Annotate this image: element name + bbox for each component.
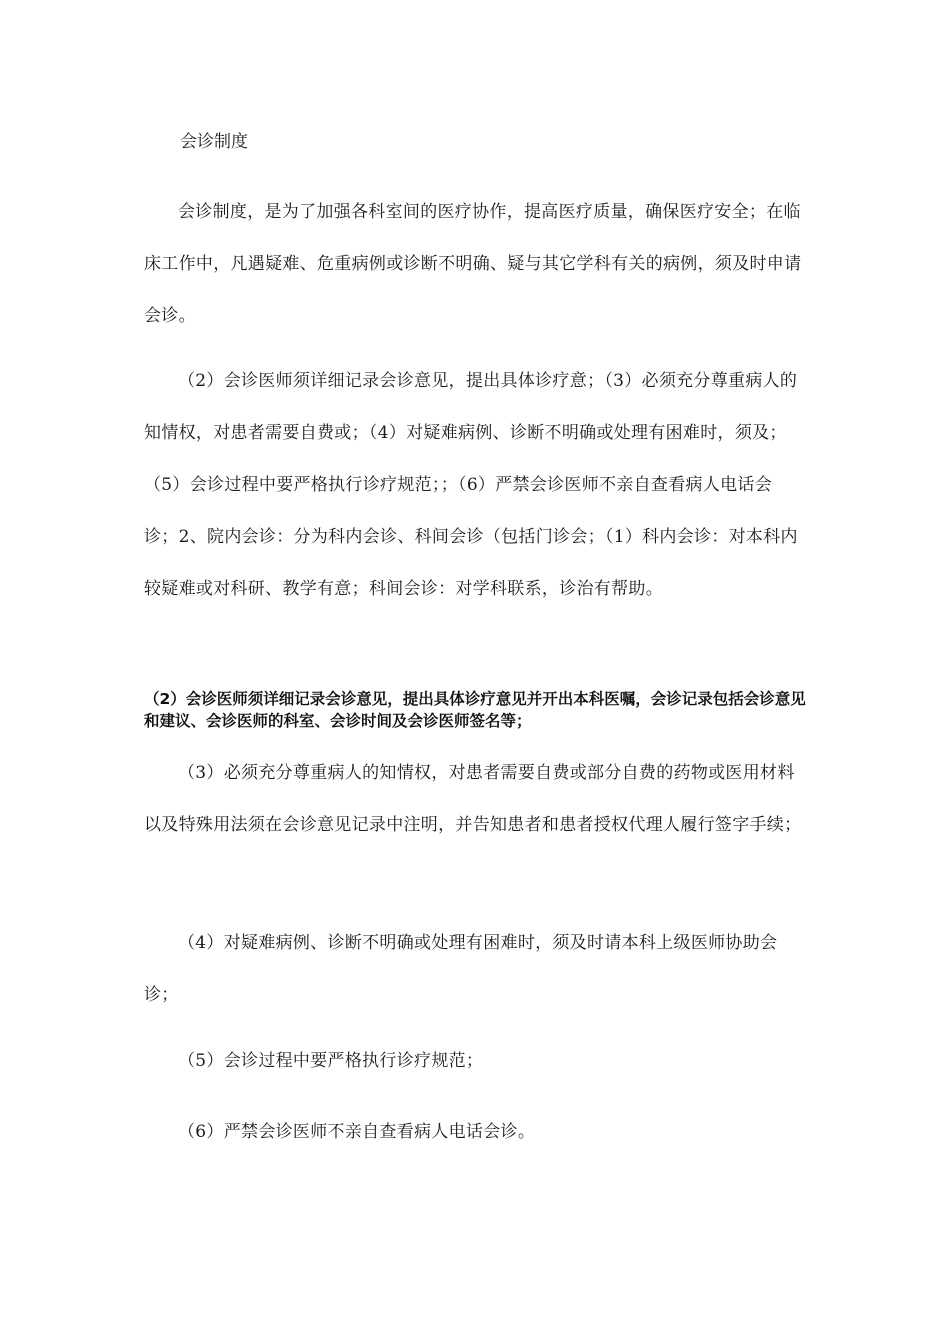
paragraph-intro: 会诊制度，是为了加强各科室间的医疗协作，提高医疗质量，确保医疗安全；在临床工作中，凡遇疑难、危重病例或诊断不明确、疑与其它学科有关的病例，须及时申请会诊。: [144, 202, 802, 326]
document-title: 会诊制度: [180, 132, 248, 152]
paragraph-item-6: （6）严禁会诊医师不亲自查看病人电话会诊。: [178, 1122, 536, 1142]
paragraph-item-2-bold: （2）会诊医师须详细记录会诊意见，提出具体诊疗意见并开出本科医嘱，会诊记录包括会诊意见和建议、会诊医师的科室、会诊时间及会诊医师签名等；: [144, 690, 806, 730]
paragraph-item-4: （4）对疑难病例、诊断不明确或处理有困难时，须及时请本科上级医师协助会诊；: [144, 933, 778, 1005]
paragraph-item-3: （3）必须充分尊重病人的知情权，对患者需要自费或部分自费的药物或医用材料以及特殊用法须在会诊意见记录中注明，并告知患者和患者授权代理人履行签字手续；: [144, 763, 802, 835]
paragraph-summary: （2）会诊医师须详细记录会诊意见，提出具体诊疗意；（3）必须充分尊重病人的知情权，对患者需要自费或；（4）对疑难病例、诊断不明确或处理有困难时，须及；（5）会诊过程中要严格执行诊疗规范；；（6）严禁会诊医师不亲自查看病人电话会诊；2、院内会诊：分为科内会诊、科间会诊（包括门诊会；（1）科内会诊：对本科内较疑难或对科研、教学有意；科间会诊：对学科联系，诊治有帮助。: [144, 371, 798, 599]
paragraph-item-5: （5）会诊过程中要严格执行诊疗规范；: [178, 1051, 484, 1071]
